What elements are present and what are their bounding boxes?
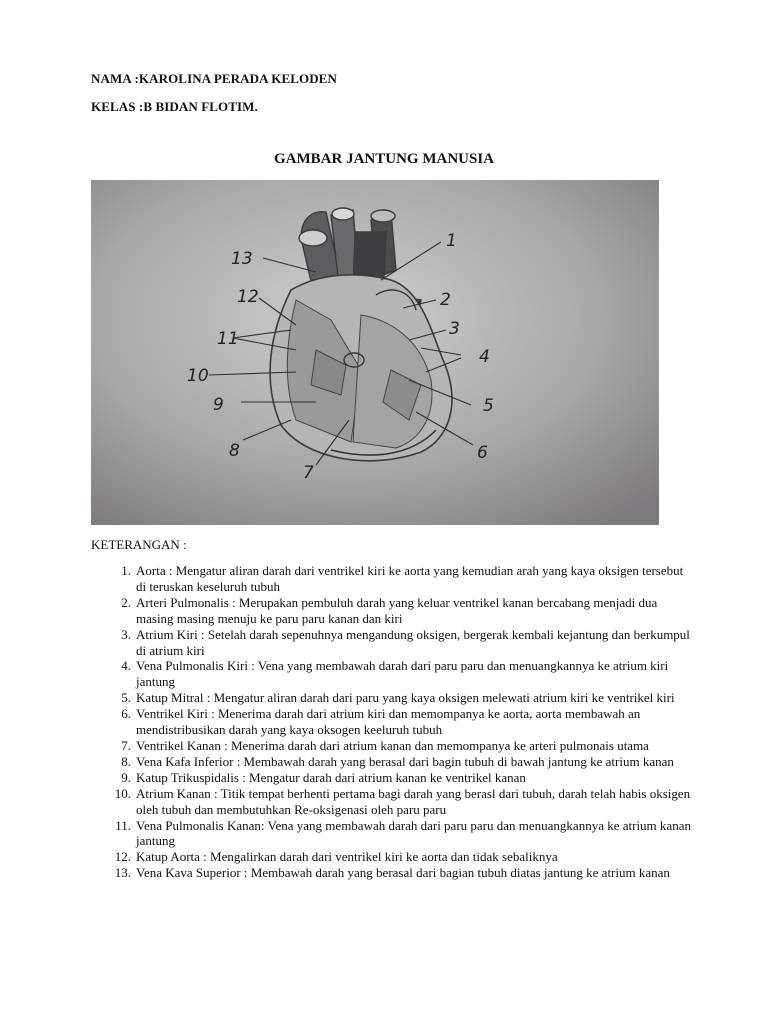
diagram-label-12: 12 [237,287,259,307]
diagram-label-7: 7 [303,463,314,483]
diagram-label-10: 10 [187,366,209,386]
legend-item-number: 3. [121,626,131,642]
legend-item-number: 6. [121,706,131,722]
legend-item-number: 5. [121,690,131,706]
legend-item [91,818,691,850]
legend-item-number: 1. [121,563,131,578]
diagram-label-4: 4 [479,347,490,367]
legend-item [91,563,691,595]
diagram-label-9: 9 [213,395,224,415]
legend-item [91,595,691,627]
page-title: GAMBAR JANTUNG MANUSIA [274,151,494,167]
legend-item [91,770,691,786]
legend-item-text: Katup Trikuspidalis : Mengatur darah dari atrium kanan ke ventrikel kanan [136,769,526,785]
legend-item [91,849,691,865]
legend-item [91,738,691,754]
diagram-label-6: 6 [477,443,488,463]
legend-item [91,690,691,706]
legend-item-number: 2. [121,594,131,610]
legend-item [91,627,691,659]
legend-item-number: 8. [121,753,131,769]
diagram-label-2: 2 [440,290,451,310]
diagram-label-3: 3 [449,319,460,339]
legend-item-text: Vena Pulmonalis Kanan: Vena yang membawah darah dari paru paru dan menuangkannya ke atrium kanan jantung [136,817,691,849]
student-name: NAMA :KAROLINA PERADA KELODEN [91,71,337,86]
legend-item [91,658,691,690]
legend-item-number: 4. [121,658,131,674]
legend-list [91,563,691,881]
legend-item-number: 12. [114,849,131,865]
legend-item-number: 11. [115,817,131,833]
legend-item [91,786,691,818]
legend-item-text: Aorta : Mengatur aliran darah dari ventrikel kiri ke aorta yang kemudian arah yang kaya oksigen tersebut di teruskan keseluruh tubuh [136,563,684,594]
diagram-label-8: 8 [229,441,240,461]
legend-item-text: Katup Mitral : Mengatur aliran darah dari paru yang kaya oksigen melewati atrium kiri ke ventrikel kiri [136,690,675,706]
legend-item-text: Vena Kafa Inferior : Membawah darah yang berasal dari bagin tubuh di bawah jantung ke atrium kanan [136,753,674,769]
legend-item-text: Atrium Kiri : Setelah darah sepenuhnya mengandung oksigen, bergerak kembali kejantung dan berkumpul di atrium kiri [136,626,690,658]
legend-item-text: Katup Aorta : Mengalirkan darah dari ventrikel kiri ke aorta dan tidak sebaliknya [136,849,558,865]
legend-item-number: 13. [114,865,131,881]
diagram-label-5: 5 [483,396,494,416]
diagram-label-11: 11 [217,329,239,349]
legend-item-text: Vena Kava Superior : Membawah darah yang berasal dari bagian tubuh diatas jantung ke atrium kanan [136,865,670,881]
legend-item-text: Vena Pulmonalis Kiri : Vena yang membawah darah dari paru paru dan menuangkannya ke atrium kiri jantung [136,658,669,690]
legend-item-text: Ventrikel Kanan : Menerima darah dari atrium kanan dan memompanya ke arteri pulmonais utama [136,737,649,753]
legend-item-text: Atrium Kanan : Titik tempat berhenti pertama bagi darah yang berasl dari tubuh, darah telah habis oksigen oleh tubuh dan membutuhkan Re-oksigenasi oleh paru paru [136,785,691,817]
legend-item [91,865,691,881]
legend-item [91,706,691,738]
heart-drawing [91,180,659,525]
diagram-label-1: 1 [446,231,457,251]
legend-heading: KETERANGAN : [91,537,187,552]
legend-item [91,754,691,770]
legend-item-number: 9. [121,769,131,785]
student-class: KELAS :B BIDAN FLOTIM. [91,99,258,114]
legend-item-text: Ventrikel Kiri : Menerima darah dari atrium kiri dan memompanya ke aorta, aorta membawah an mendistribusikan darah yang kaya oksogen keeluruh tubuh [136,706,641,738]
heart-diagram-photo [91,180,659,525]
legend-item-number: 7. [121,737,131,753]
legend-item-text: Arteri Pulmonalis : Merupakan pembuluh darah yang keluar ventrikel kanan bercabang menjadi dua masing masing menuju ke paru paru kanan dan kiri [136,594,658,626]
legend-item-number: 10. [114,785,131,801]
diagram-label-13: 13 [231,249,253,269]
